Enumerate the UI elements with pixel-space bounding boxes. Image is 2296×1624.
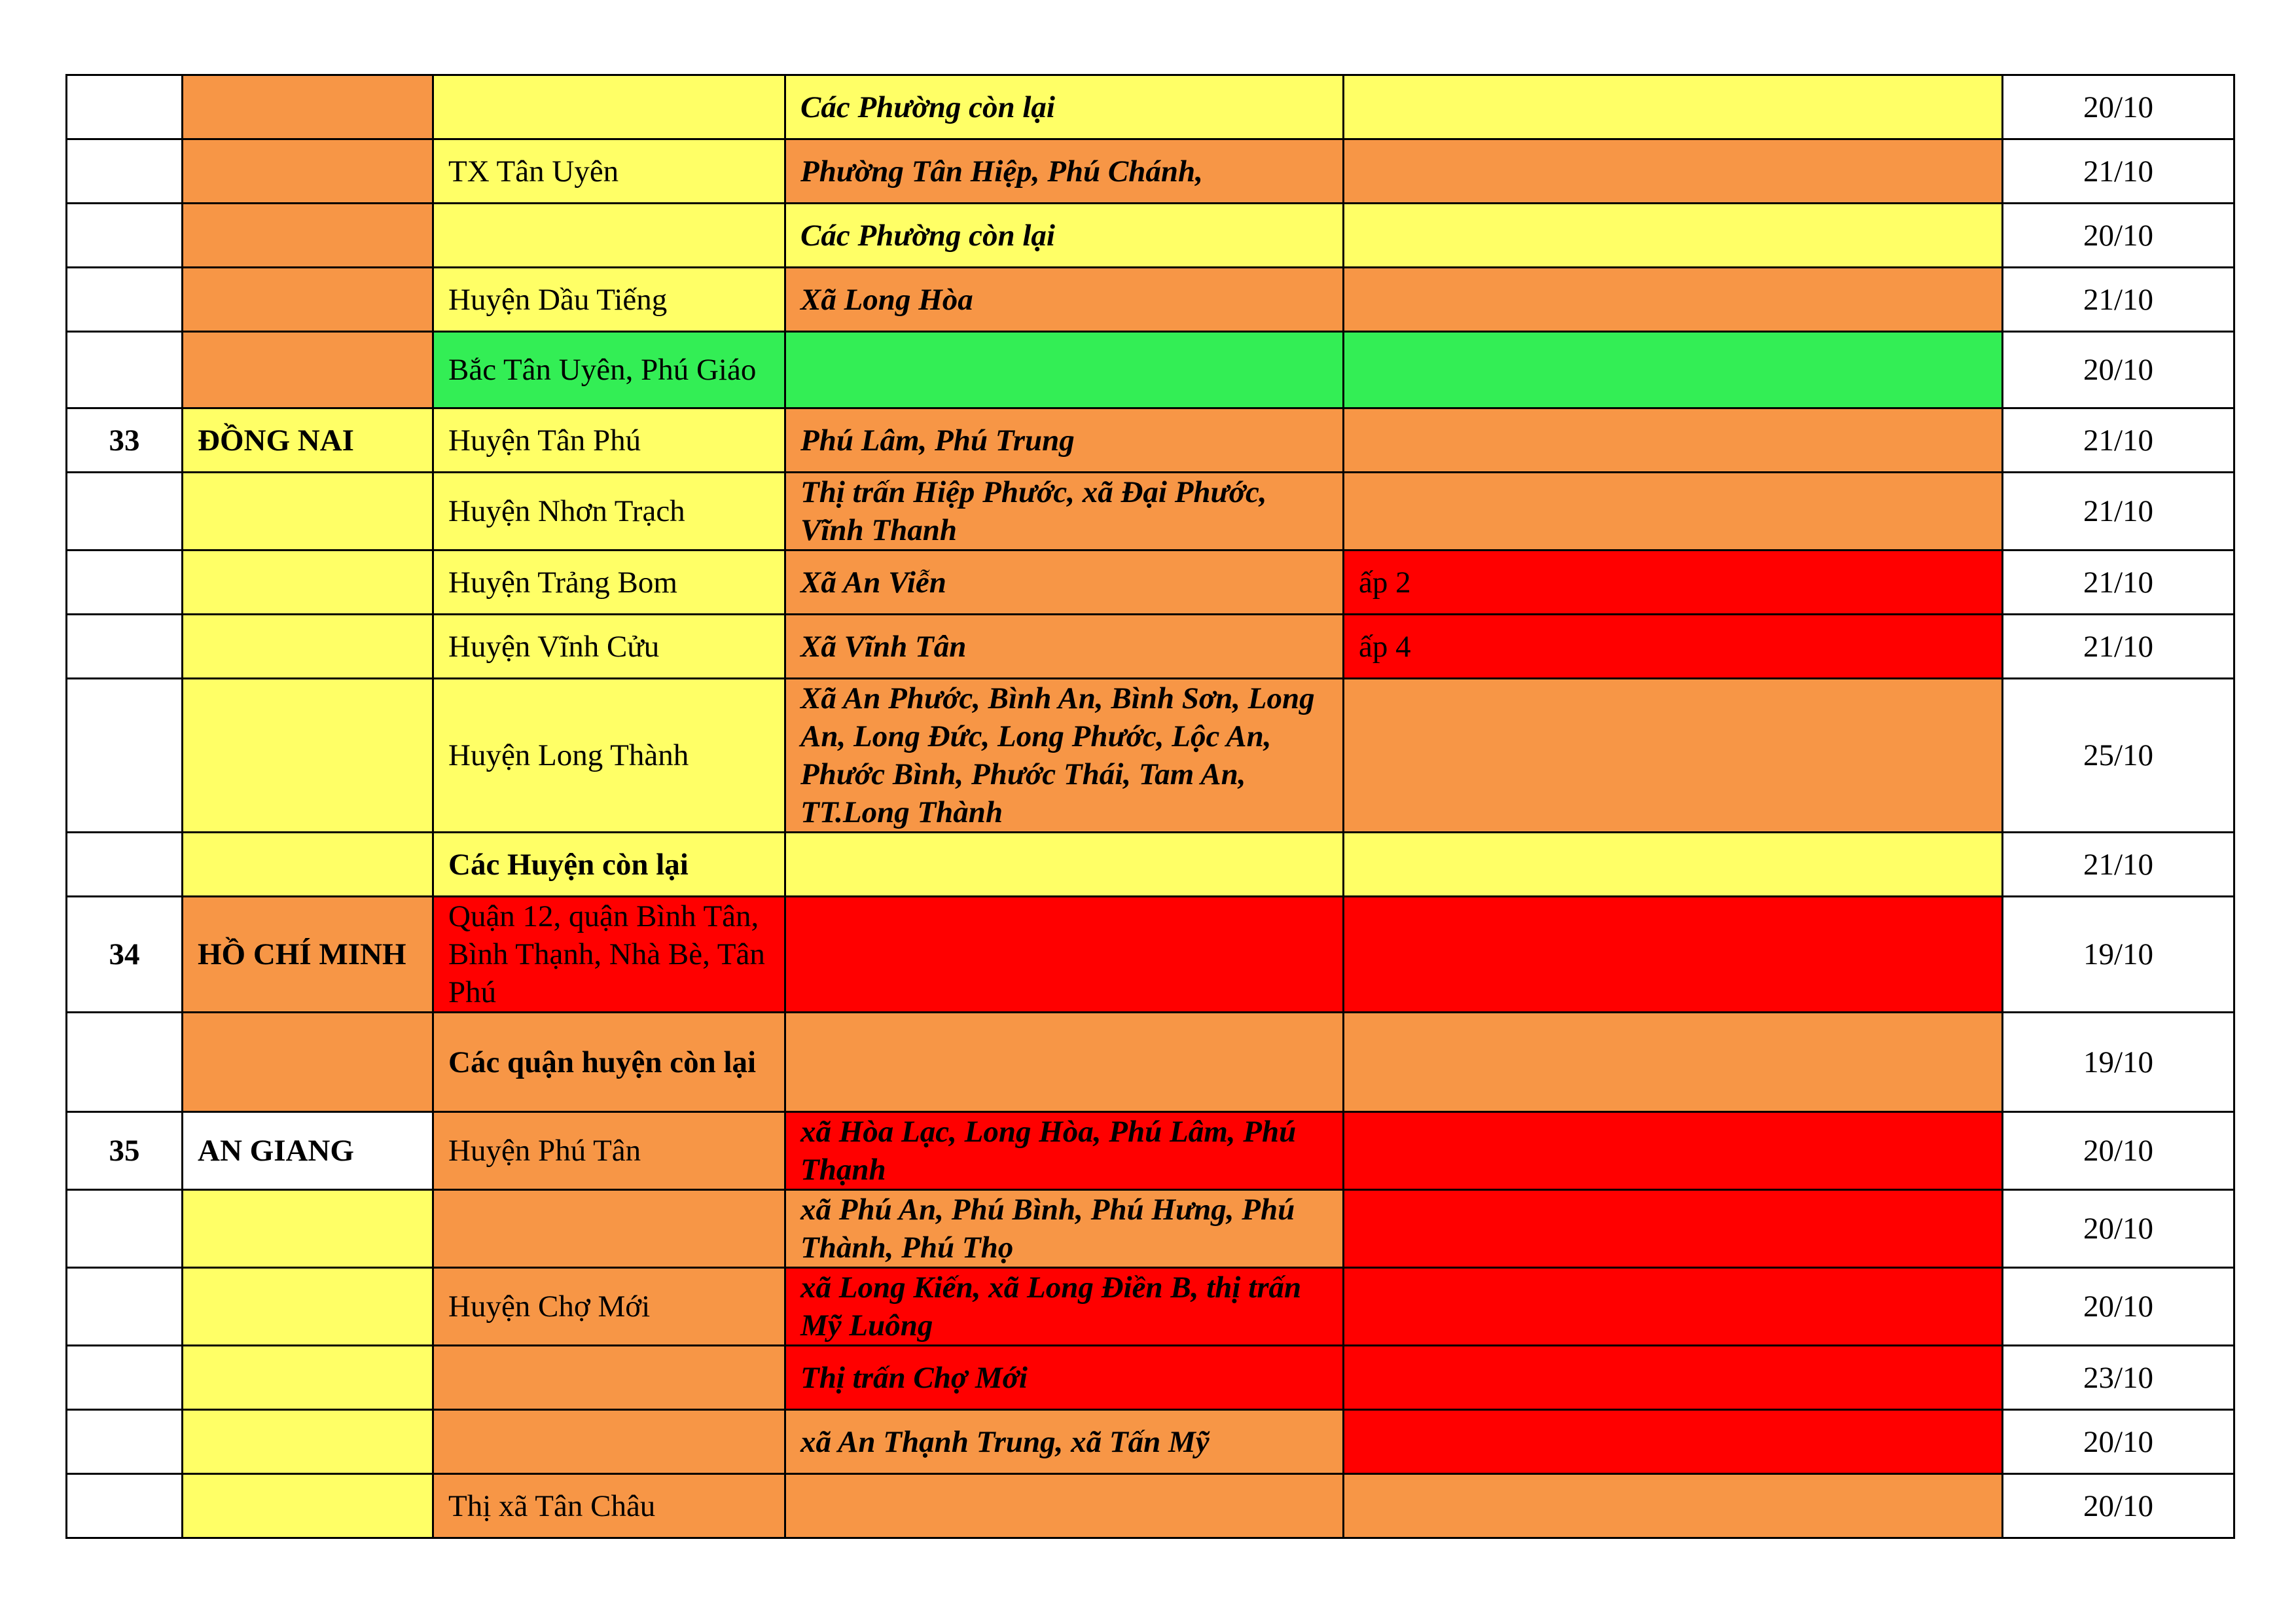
date-cell: 21/10: [2003, 139, 2234, 204]
stt-cell: [67, 1190, 183, 1268]
stt-cell: [67, 473, 183, 550]
province-cell: [183, 550, 433, 615]
province-cell: [183, 204, 433, 268]
ward-cell: [785, 332, 1344, 408]
district-cell: Quận 12, quận Bình Tân, Bình Thạnh, Nhà Bè, Tân Phú: [433, 897, 785, 1013]
date-cell: 23/10: [2003, 1346, 2234, 1410]
province-cell: [183, 1013, 433, 1112]
table-row: [67, 679, 2234, 833]
hamlet-cell: ấp 2: [1344, 550, 2003, 615]
ward-cell: Các Phường còn lại: [785, 204, 1344, 268]
stt-cell: [67, 1013, 183, 1112]
ward-cell: Thị trấn Chợ Mới: [785, 1346, 1344, 1410]
province-cell: HỒ CHÍ MINH: [183, 897, 433, 1013]
district-cell: [433, 1190, 785, 1268]
date-cell: 20/10: [2003, 1268, 2234, 1346]
stt-cell: [67, 1268, 183, 1346]
hamlet-cell: [1344, 139, 2003, 204]
ward-cell: Xã Vĩnh Tân: [785, 615, 1344, 679]
stt-cell: 33: [67, 408, 183, 473]
date-cell: 21/10: [2003, 550, 2234, 615]
province-cell: [183, 615, 433, 679]
table-row: [67, 1474, 2234, 1538]
ward-cell: Thị trấn Hiệp Phước, xã Đại Phước, Vĩnh Thanh: [785, 473, 1344, 550]
hamlet-cell: [1344, 332, 2003, 408]
hamlet-cell: [1344, 679, 2003, 833]
stt-cell: [67, 139, 183, 204]
district-cell: Huyện Nhơn Trạch: [433, 473, 785, 550]
date-cell: 21/10: [2003, 408, 2234, 473]
province-cell: ĐỒNG NAI: [183, 408, 433, 473]
district-cell: Huyện Dầu Tiếng: [433, 268, 785, 332]
hamlet-cell: [1344, 1112, 2003, 1190]
stt-cell: [67, 1474, 183, 1538]
hamlet-cell: [1344, 75, 2003, 139]
ward-cell: Phường Tân Hiệp, Phú Chánh,: [785, 139, 1344, 204]
ward-cell: xã An Thạnh Trung, xã Tấn Mỹ: [785, 1410, 1344, 1474]
hamlet-cell: [1344, 1474, 2003, 1538]
province-cell: [183, 139, 433, 204]
province-cell: [183, 1346, 433, 1410]
date-cell: 25/10: [2003, 679, 2234, 833]
district-cell: Huyện Chợ Mới: [433, 1268, 785, 1346]
date-cell: 21/10: [2003, 833, 2234, 897]
stt-cell: [67, 550, 183, 615]
date-cell: 19/10: [2003, 897, 2234, 1013]
ward-cell: Các Phường còn lại: [785, 75, 1344, 139]
province-cell: [183, 332, 433, 408]
ward-cell: [785, 1474, 1344, 1538]
hamlet-cell: [1344, 408, 2003, 473]
district-cell: [433, 1410, 785, 1474]
table-row: [67, 204, 2234, 268]
date-cell: 21/10: [2003, 268, 2234, 332]
table-row: [67, 550, 2234, 615]
hamlet-cell: ấp 4: [1344, 615, 2003, 679]
district-cell: Huyện Long Thành: [433, 679, 785, 833]
stt-cell: [67, 204, 183, 268]
table-row: [67, 473, 2234, 550]
stt-cell: [67, 1346, 183, 1410]
stt-cell: [67, 615, 183, 679]
stt-cell: [67, 332, 183, 408]
province-cell: AN GIANG: [183, 1112, 433, 1190]
hamlet-cell: [1344, 204, 2003, 268]
date-cell: 20/10: [2003, 204, 2234, 268]
table-row: [67, 139, 2234, 204]
district-cell: Huyện Phú Tân: [433, 1112, 785, 1190]
stt-cell: 35: [67, 1112, 183, 1190]
province-cell: [183, 473, 433, 550]
ward-cell: [785, 897, 1344, 1013]
stt-cell: [67, 268, 183, 332]
district-cell: Bắc Tân Uyên, Phú Giáo: [433, 332, 785, 408]
ward-cell: Xã An Viễn: [785, 550, 1344, 615]
date-cell: 20/10: [2003, 1410, 2234, 1474]
table-row: [67, 615, 2234, 679]
district-cell: Thị xã Tân Châu: [433, 1474, 785, 1538]
table-row: [67, 1268, 2234, 1346]
hamlet-cell: [1344, 268, 2003, 332]
ward-cell: xã Phú An, Phú Bình, Phú Hưng, Phú Thành, Phú Thọ: [785, 1190, 1344, 1268]
ward-cell: Xã Long Hòa: [785, 268, 1344, 332]
table-row: [67, 1112, 2234, 1190]
hamlet-cell: [1344, 473, 2003, 550]
ward-cell: Phú Lâm, Phú Trung: [785, 408, 1344, 473]
province-cell: [183, 1190, 433, 1268]
ward-cell: [785, 1013, 1344, 1112]
date-cell: 20/10: [2003, 332, 2234, 408]
date-cell: 20/10: [2003, 1112, 2234, 1190]
hamlet-cell: [1344, 1190, 2003, 1268]
hamlet-cell: [1344, 1346, 2003, 1410]
district-cell: [433, 204, 785, 268]
table-row: [67, 897, 2234, 1013]
table-row: [67, 833, 2234, 897]
hamlet-cell: [1344, 1013, 2003, 1112]
district-cell: [433, 1346, 785, 1410]
table-row: [67, 1346, 2234, 1410]
province-cell: [183, 1410, 433, 1474]
province-cell: [183, 1474, 433, 1538]
district-cell: Huyện Tân Phú: [433, 408, 785, 473]
table-row: [67, 1410, 2234, 1474]
district-cell: Các Huyện còn lại: [433, 833, 785, 897]
stt-cell: [67, 833, 183, 897]
stt-cell: 34: [67, 897, 183, 1013]
table-row: [67, 332, 2234, 408]
date-cell: 19/10: [2003, 1013, 2234, 1112]
ward-cell: xã Long Kiến, xã Long Điền B, thị trấn Mỹ Luông: [785, 1268, 1344, 1346]
district-cell: [433, 75, 785, 139]
ward-cell: [785, 833, 1344, 897]
district-cell: Các quận huyện còn lại: [433, 1013, 785, 1112]
province-cell: [183, 268, 433, 332]
province-cell: [183, 1268, 433, 1346]
date-cell: 21/10: [2003, 615, 2234, 679]
table-row: [67, 268, 2234, 332]
covid-level-table: [65, 74, 2235, 1539]
date-cell: 20/10: [2003, 1190, 2234, 1268]
table-row: [67, 75, 2234, 139]
district-cell: TX Tân Uyên: [433, 139, 785, 204]
hamlet-cell: [1344, 1410, 2003, 1474]
stt-cell: [67, 75, 183, 139]
district-cell: Huyện Vĩnh Cửu: [433, 615, 785, 679]
table-row: [67, 408, 2234, 473]
table-row: [67, 1013, 2234, 1112]
table-row: [67, 1190, 2234, 1268]
district-cell: Huyện Trảng Bom: [433, 550, 785, 615]
stt-cell: [67, 679, 183, 833]
hamlet-cell: [1344, 897, 2003, 1013]
hamlet-cell: [1344, 833, 2003, 897]
date-cell: 20/10: [2003, 1474, 2234, 1538]
province-cell: [183, 833, 433, 897]
ward-cell: Xã An Phước, Bình An, Bình Sơn, Long An, Long Đức, Long Phước, Lộc An, Phước Bình, Phước Thái, Tam An, TT.Long Thành: [785, 679, 1344, 833]
province-cell: [183, 679, 433, 833]
hamlet-cell: [1344, 1268, 2003, 1346]
ward-cell: xã Hòa Lạc, Long Hòa, Phú Lâm, Phú Thạnh: [785, 1112, 1344, 1190]
stt-cell: [67, 1410, 183, 1474]
date-cell: 20/10: [2003, 75, 2234, 139]
province-cell: [183, 75, 433, 139]
date-cell: 21/10: [2003, 473, 2234, 550]
